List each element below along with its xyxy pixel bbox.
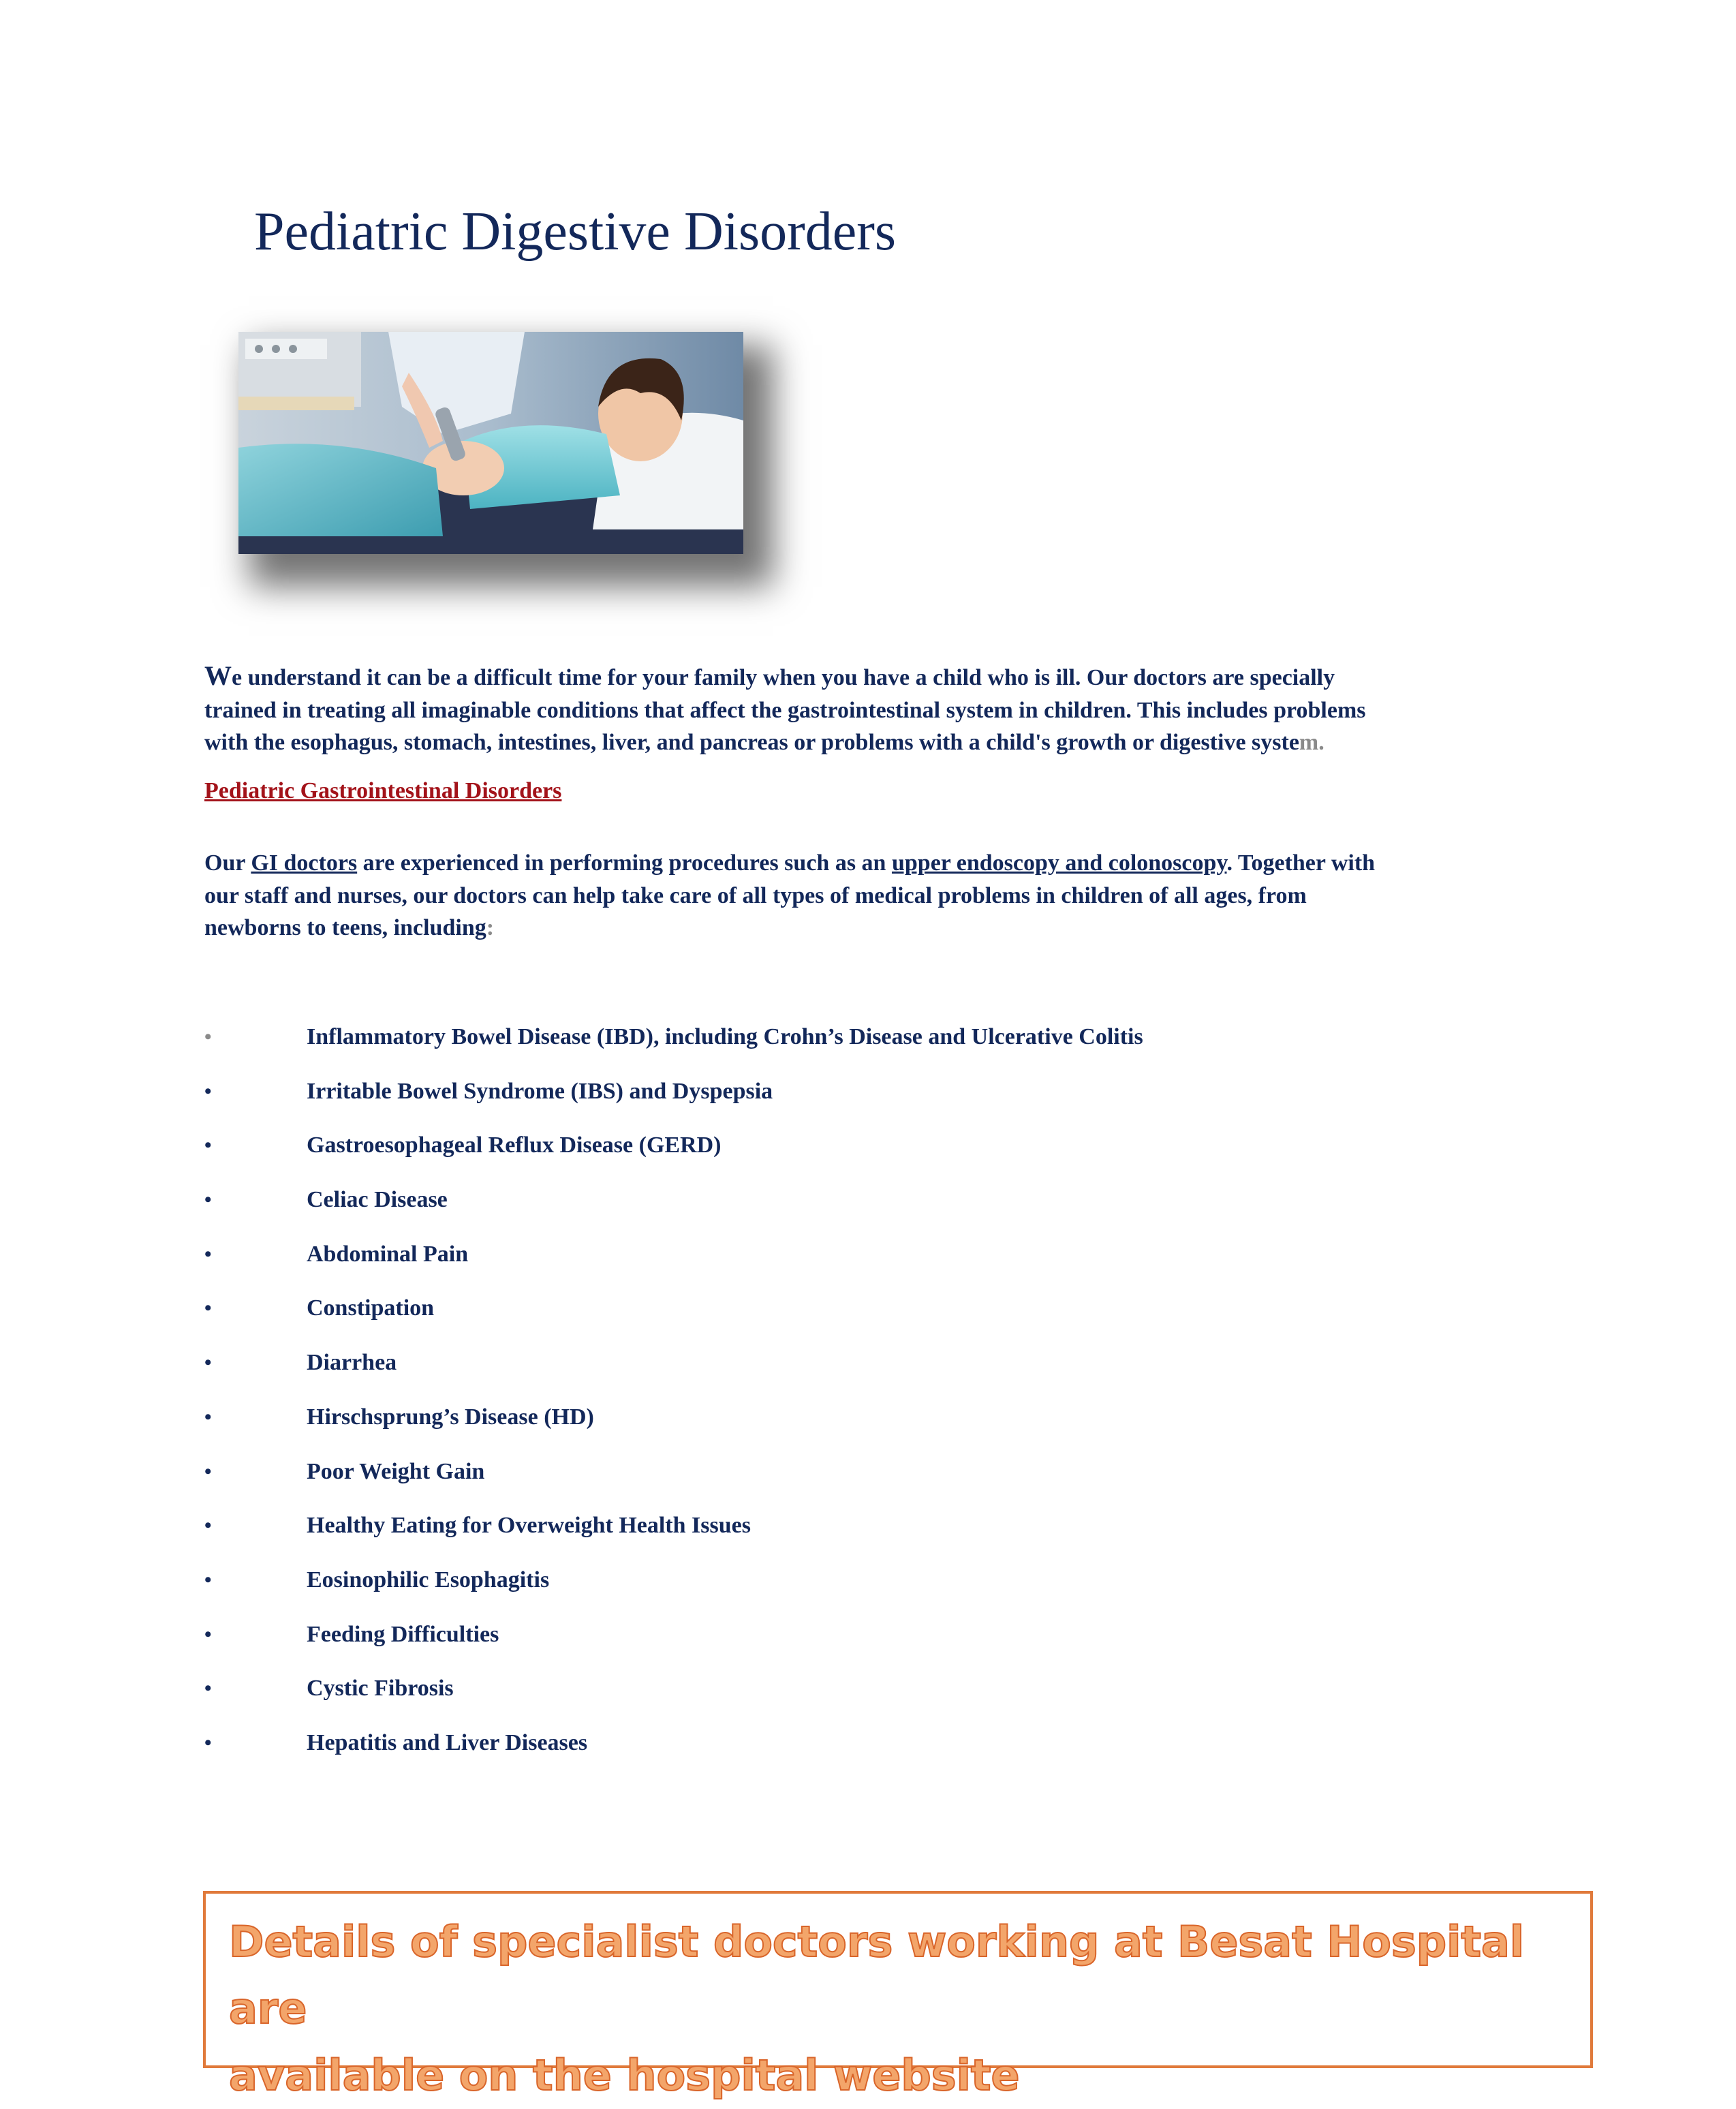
list-item-text: Celiac Disease	[307, 1187, 448, 1213]
procedures-paragraph	[204, 847, 1533, 944]
list-item-text: Feeding Difficulties	[307, 1621, 499, 1647]
para2-line-2: our staff and nurses, our doctors can help take care of all types of medical problems in children of all ages, from	[204, 882, 1307, 908]
bullet-icon: •	[204, 1568, 212, 1591]
child-ultrasound-photo	[238, 332, 743, 554]
bullet-icon: •	[204, 1405, 212, 1428]
list-item-text: Gastroesophageal Reflux Disease (GERD)	[307, 1133, 722, 1158]
list-item-text: Hepatitis and Liver Diseases	[307, 1729, 588, 1755]
intro-line-1: e understand it can be a difficult time for your family when you have a child who is ill. Our doctors are specially	[232, 665, 1335, 690]
bullet-icon: •	[204, 1460, 212, 1483]
list-item-text: Cystic Fibrosis	[307, 1676, 454, 1702]
endoscopy-link[interactable]: upper endoscopy and colonoscopy	[891, 850, 1227, 876]
hospital-notice-text	[229, 1909, 1564, 2109]
list-item-text: Poor Weight Gain	[307, 1458, 485, 1484]
bullet-icon: •	[204, 1242, 212, 1265]
bullet-icon: •	[204, 1026, 212, 1048]
bullet-icon: •	[204, 1079, 212, 1103]
notice-line-1: Details of specialist doctors working at Besat Hospital are	[229, 1917, 1525, 2033]
bullet-icon: •	[204, 1677, 212, 1700]
gi-doctors-link[interactable]: GI doctors	[251, 850, 358, 876]
hospital-notice-box	[203, 1891, 1593, 2100]
para2-line-3: newborns to teens, including	[204, 915, 486, 940]
bullet-icon: •	[204, 1188, 212, 1212]
page-title: Pediatric Digestive Disorders	[254, 202, 896, 262]
photo-illustration	[238, 332, 743, 554]
list-item-text: Abdominal Pain	[307, 1241, 469, 1267]
bullet-icon: •	[204, 1622, 212, 1646]
intro-line-3: with the esophagus, stomach, intestines, liver, and pancreas or problems with a child's growth or digestive syste	[204, 730, 1299, 755]
para2-line-3-tail: :	[486, 915, 495, 940]
intro-dropcap: W	[204, 660, 232, 691]
bullet-icon: •	[204, 1134, 212, 1157]
para2-text-1: Our	[204, 850, 251, 876]
list-item-text: Constipation	[307, 1295, 435, 1321]
list-item-text: Inflammatory Bowel Disease (IBD), including Crohn’s Disease and Ulcerative Colitis	[307, 1024, 1143, 1049]
intro-paragraph	[204, 660, 1533, 759]
list-item-text: Healthy Eating for Overweight Health Issues	[307, 1513, 751, 1539]
bullet-icon: •	[204, 1351, 212, 1374]
notice-line-2: available on the hospital website	[229, 2050, 1020, 2100]
intro-line-3-tail: m.	[1299, 730, 1324, 755]
list-item-text: Irritable Bowel Syndrome (IBS) and Dyspepsia	[307, 1078, 773, 1104]
bullet-icon: •	[204, 1297, 212, 1320]
list-item-text: Eosinophilic Esophagitis	[307, 1567, 550, 1592]
pediatric-gi-disorders-link[interactable]: Pediatric Gastrointestinal Disorders	[204, 778, 562, 803]
para2-text-2: are experienced in performing procedures such as an	[357, 850, 892, 876]
bullet-icon: •	[204, 1514, 212, 1537]
bullet-icon: •	[204, 1731, 212, 1754]
para2-text-3: . Together with	[1226, 850, 1376, 876]
intro-line-2: trained in treating all imaginable conditions that affect the gastrointestinal system in children. This includes problems	[204, 697, 1366, 723]
list-item-text: Hirschsprung’s Disease (HD)	[307, 1404, 594, 1430]
list-item-text: Diarrhea	[307, 1350, 397, 1376]
